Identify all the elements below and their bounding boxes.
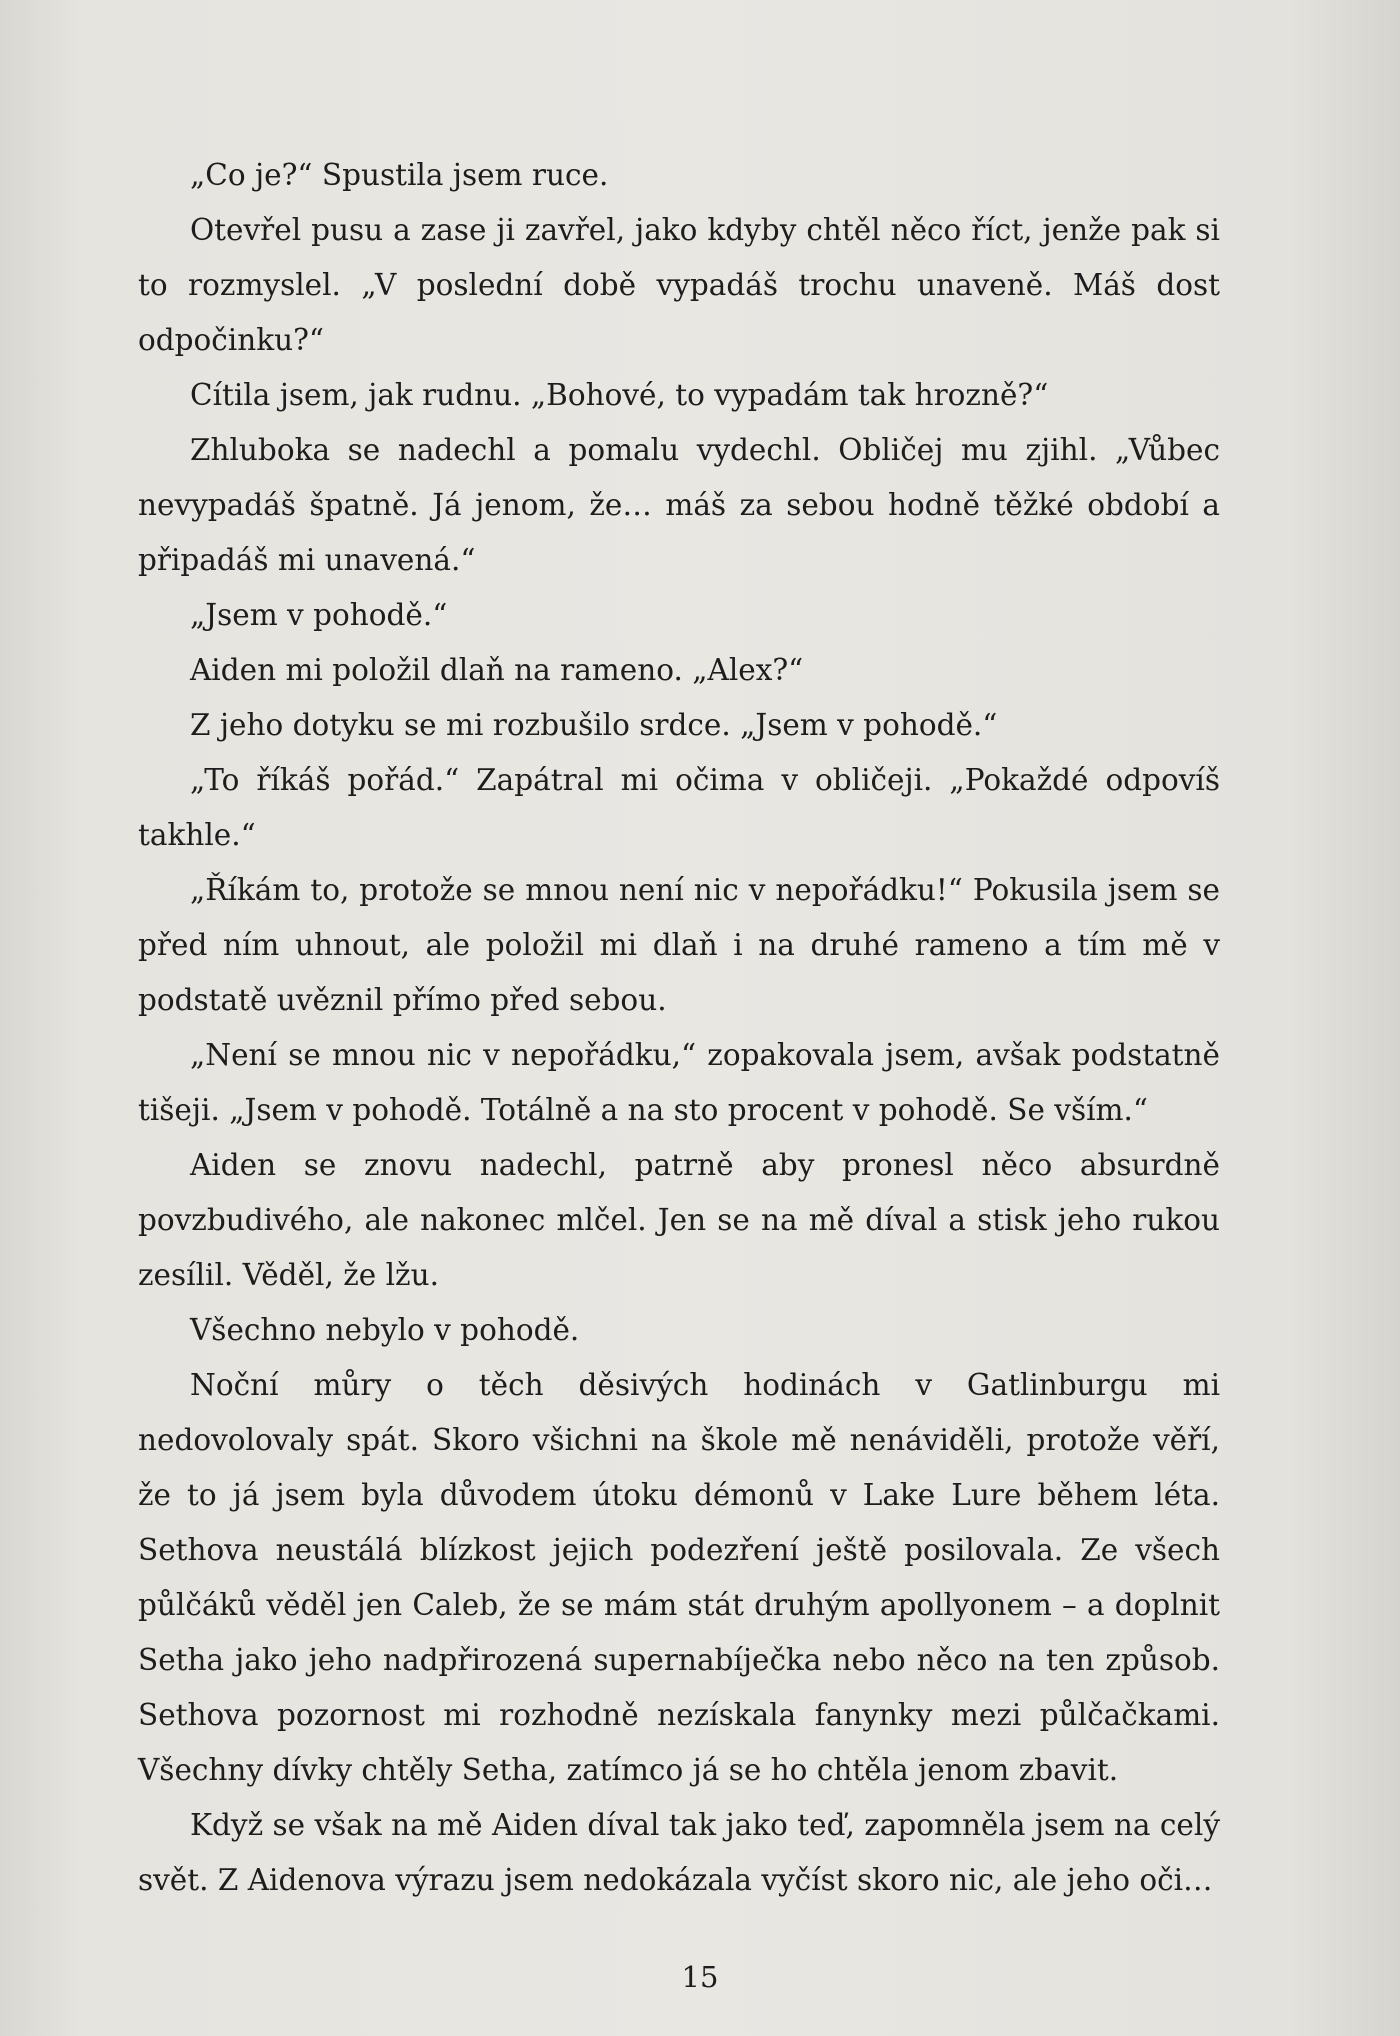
page-number: 15 — [681, 1960, 719, 1994]
paragraph: „Jsem v pohodě.“ — [190, 598, 448, 632]
paragraph: Zhluboka se nadechl a pomalu vydechl. Obličej mu zjihl. „Vůbec nevypadáš špatně. Já jenom, že… máš za sebou hodně těžké období a připadáš mi unavená.“ — [138, 433, 1220, 577]
paragraph: Všechno nebylo v pohodě. — [190, 1313, 580, 1347]
paragraph: Cítila jsem, jak rudnu. „Bohové, to vypadám tak hrozně?“ — [190, 378, 1049, 412]
paragraph: Z jeho dotyku se mi rozbušilo srdce. „Jsem v pohodě.“ — [190, 708, 998, 742]
paragraph: Když se však na mě Aiden díval tak jako teď, zapomněla jsem na celý svět. Z Aidenova výrazu jsem nedokázala vyčíst skoro nic, ale jeho oči… — [138, 1808, 1220, 1897]
body-text — [138, 148, 1220, 1908]
paragraph: Aiden se znovu nadechl, patrně aby pronesl něco absurdně povzbudivého, ale nakonec mlčel. Jen se na mě díval a stisk jeho rukou zesílil. Věděl, že lžu. — [138, 1148, 1220, 1292]
paragraph: Noční můry o těch děsivých hodinách v Gatlinburgu mi nedovolovaly spát. Skoro všichni na škole mě nenáviděli, protože věří, že to já jsem byla důvodem útoku démonů v Lake Lure během léta. Sethova neustálá blízkost jejich podezření ještě posilovala. Ze všech půlčáků věděl jen Caleb, že se mám stát druhým apollyonem – a doplnit Setha jako jeho nadpřirozená supernabíječka nebo něco na ten způsob. Sethova pozornost mi rozhodně nezískala fanynky mezi půlčačkami. Všechny dívky chtěly Setha, zatímco já se ho chtěla jenom zbavit. — [138, 1368, 1220, 1787]
paragraph: „Co je?“ Spustila jsem ruce. — [190, 158, 609, 192]
paragraph: „Není se mnou nic v nepořádku,“ zopakovala jsem, avšak podstatně tišeji. „Jsem v pohodě. Totálně a na sto procent v pohodě. Se vším.“ — [138, 1038, 1220, 1127]
paragraph: Aiden mi položil dlaň na rameno. „Alex?“ — [190, 653, 804, 687]
paragraph: „Říkám to, protože se mnou není nic v nepořádku!“ Pokusila jsem se před ním uhnout, ale položil mi dlaň i na druhé rameno a tím mě v podstatě uvěznil přímo před sebou. — [138, 873, 1220, 1017]
paragraph: Otevřel pusu a zase ji zavřel, jako kdyby chtěl něco říct, jenže pak si to rozmyslel. „V poslední době vypadáš trochu unaveně. Máš dost odpočinku?“ — [138, 213, 1220, 357]
paragraph: „To říkáš pořád.“ Zapátral mi očima v obličeji. „Pokaždé odpovíš takhle.“ — [138, 763, 1220, 852]
